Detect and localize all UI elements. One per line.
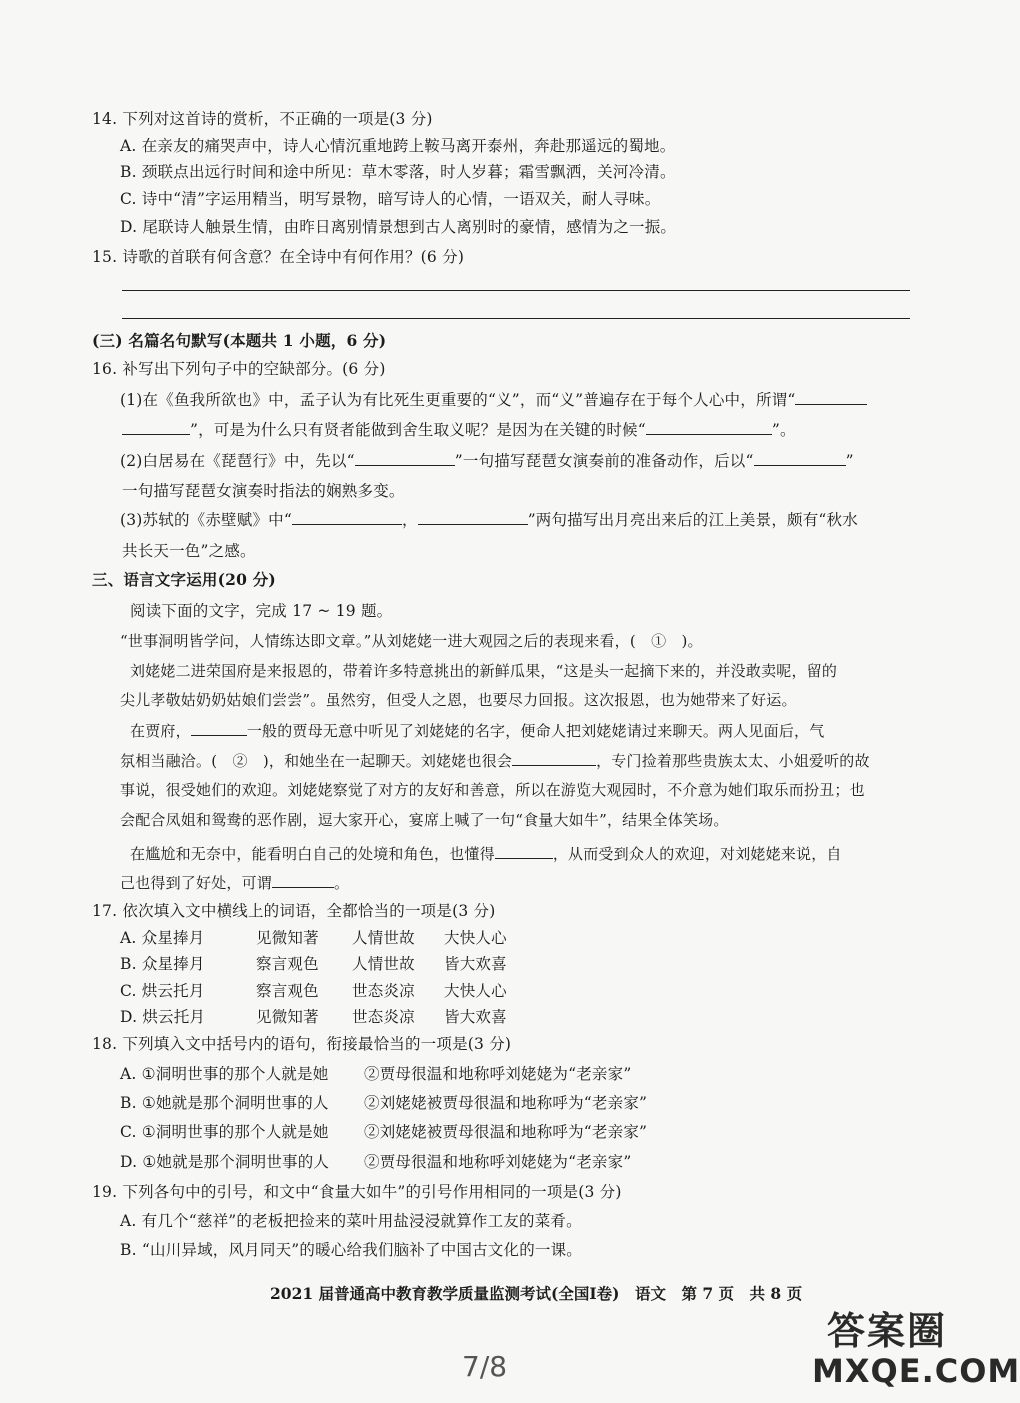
- q17-option-c: [120, 980, 507, 1002]
- q16-part3-line2: 共长天一色”之感。: [122, 542, 256, 560]
- blank: [292, 508, 402, 525]
- passage-para4-line2: [120, 871, 349, 894]
- option-part: D. ①她就是那个洞明世事的人: [120, 1153, 330, 1171]
- q19-stem: 19. 下列各句中的引号，和文中“食量大如牛”的引号作用相同的一项是(3 分): [92, 1183, 622, 1201]
- passage-para2-line2: 尖儿孝敬姑奶奶姑娘们尝尝”。虽然穷，但受人之恩，也要尽力回报。这次报恩，也为她带来了好运。: [120, 691, 797, 709]
- passage-text: 一般的贾母无意中听见了刘姥姥的名字，便命人把刘姥姥请过来聊天。两人见面后，气: [246, 722, 825, 740]
- passage-para3-line1: [130, 719, 824, 742]
- option-part: ②贾母很温和地称呼刘姥姥为“老亲家”: [364, 1153, 632, 1171]
- q19-option-b: B. “山川异域，风月同天”的暖心给我们脑补了中国古文化的一课。: [120, 1241, 582, 1259]
- blank: [122, 418, 190, 435]
- part-heading: 三、语言文字运用(20 分): [92, 570, 276, 589]
- q16-part2-pre: (2)白居易在《琵琶行》中，先以“: [120, 452, 355, 470]
- passage-para1: “世事洞明皆学问，人情练达即文章。”从刘姥姥一进大观园之后的表现来看，( ① )。: [120, 632, 703, 650]
- option-word: 见微知著: [256, 1008, 319, 1026]
- passage-para3-line4: 会配合凤姐和鸳鸯的恶作剧，逗大家开心，宴席上喊了一句“食量大如牛”，结果全体笑场。: [120, 811, 729, 829]
- blank: [355, 449, 455, 466]
- option-word: B. 众星捧月: [120, 955, 205, 973]
- blank: [418, 508, 528, 525]
- q14-option-a: A. 在亲友的痛哭声中，诗人心情沉重地跨上鞍马离开泰州，奔赴那遥远的蜀地。: [120, 137, 676, 155]
- q16-part1-end: ”。: [771, 421, 796, 439]
- q18-stem: 18. 下列填入文中括号内的语句，衔接最恰当的一项是(3 分): [92, 1035, 512, 1053]
- q16-part1-line1: [120, 388, 867, 411]
- option-word: C. 烘云托月: [120, 982, 205, 1000]
- blank: [191, 719, 247, 736]
- q16-part3-comma: ，: [401, 511, 418, 529]
- option-part: B. ①她就是那个洞明世事的人: [120, 1094, 329, 1112]
- q18-option-b: [120, 1092, 647, 1114]
- passage-text: ，专门捡着那些贵族太太、小姐爱听的故: [596, 752, 870, 770]
- reading-intro: 阅读下面的文字，完成 17 ~ 19 题。: [130, 602, 393, 620]
- q14-stem: 14. 下列对这首诗的赏析，不正确的一项是(3 分): [92, 110, 433, 128]
- passage-para3-line3: 事说，很受她们的欢迎。刘姥姥察觉了对方的友好和善意，所以在游览大观园时，不介意为她们取乐而扮丑；也: [120, 781, 865, 799]
- passage-para2-line1: 刘姥姥二进荣国府是来报恩的，带着许多特意挑出的新鲜瓜果，“这是头一起摘下来的，并没敢卖呢，留的: [130, 662, 838, 680]
- answer-line: [122, 290, 910, 291]
- q14-option-b: B. 颈联点出远行时间和途中所见：草木零落，时人岁暮；霜雪飘洒，关河冷清。: [120, 163, 676, 181]
- q17-option-d: [120, 1006, 507, 1028]
- blank: [646, 418, 772, 435]
- option-part: ②刘姥姥被贾母很温和地称呼为“老亲家”: [364, 1094, 648, 1112]
- passage-para3-line2: [120, 749, 870, 772]
- q16-part1-mid: ”，可是为什么只有贤者能做到舍生取义呢？是因为在关键的时候“: [190, 421, 646, 439]
- option-part: C. ①洞明世事的那个人就是她: [120, 1123, 329, 1141]
- option-part: A. ①洞明世事的那个人就是她: [120, 1065, 329, 1083]
- option-word: 人情世故: [352, 955, 415, 973]
- option-word: 大快人心: [444, 982, 507, 1000]
- q16-part1-line2: [122, 418, 796, 441]
- q16-part3-pre: (3)苏轼的《赤壁赋》中“: [120, 511, 292, 529]
- page-footer: 2021 届普通高中教育教学质量监测考试(全国Ⅰ卷) 语文 第 7 页 共 8 页: [270, 1284, 803, 1303]
- option-word: 人情世故: [352, 929, 415, 947]
- watermark-title: 答案圈: [826, 1309, 947, 1353]
- watermark-url: MXQE.COM: [812, 1352, 1020, 1390]
- q18-option-d: [120, 1151, 631, 1173]
- q16-part3-end: ”两句描写出月亮出来后的江上美景，颇有“秋水: [527, 511, 858, 529]
- passage-text: 在贾府，: [130, 722, 191, 740]
- q17-option-b: [120, 953, 507, 975]
- q16-part2-line2: 一句描写琵琶女演奏时指法的娴熟多变。: [122, 482, 405, 500]
- option-word: 见微知著: [256, 929, 319, 947]
- answer-line: [122, 318, 910, 319]
- q18-option-a: [120, 1063, 631, 1085]
- option-word: 世态炎凉: [352, 982, 415, 1000]
- blank: [495, 842, 553, 859]
- q17-stem: 17. 依次填入文中横线上的词语，全都恰当的一项是(3 分): [92, 902, 496, 920]
- option-word: 察言观色: [256, 955, 319, 973]
- passage-text: 。: [334, 874, 350, 892]
- option-word: 皆大欢喜: [444, 1008, 507, 1026]
- blank: [512, 749, 596, 766]
- blank: [754, 449, 846, 466]
- q17-option-a: [120, 927, 507, 949]
- q16-part1-text: (1)在《鱼我所欲也》中，孟子认为有比死生更重要的“义”，而“义”普遍存在于每个人心中，所谓“: [120, 391, 796, 409]
- q16-stem: 16. 补写出下列句子中的空缺部分。(6 分): [92, 360, 386, 378]
- q16-part2-mid: ”一句描写琵琶女演奏前的准备动作，后以“: [454, 452, 754, 470]
- option-word: 世态炎凉: [352, 1008, 415, 1026]
- q16-part2-line1: [120, 449, 854, 472]
- blank: [272, 871, 334, 888]
- passage-text: ，从而受到众人的欢迎，对刘姥姥来说，自: [552, 845, 842, 863]
- q19-option-a: A. 有几个“慈祥”的老板把捡来的菜叶用盐浸浸就算作工友的菜肴。: [120, 1212, 582, 1230]
- option-word: 大快人心: [444, 929, 507, 947]
- q16-part3-line1: [120, 508, 858, 531]
- option-word: A. 众星捧月: [120, 929, 205, 947]
- q16-part2-end: ”: [845, 452, 854, 470]
- option-word: D. 烘云托月: [120, 1008, 206, 1026]
- passage-text: 在尴尬和无奈中，能看明白自己的处境和角色，也懂得: [130, 845, 495, 863]
- option-word: 皆大欢喜: [444, 955, 507, 973]
- page-indicator: 7/8: [462, 1350, 508, 1383]
- section-heading: (三) 名篇名句默写(本题共 1 小题，6 分): [92, 331, 387, 350]
- q14-option-d: D. 尾联诗人触景生情，由昨日离别情景想到古人离别时的豪情，感情为之一振。: [120, 218, 677, 236]
- q18-option-c: [120, 1121, 647, 1143]
- q15-stem: 15. 诗歌的首联有何含意？在全诗中有何作用？(6 分): [92, 248, 465, 266]
- passage-para4-line1: [130, 842, 842, 865]
- blank: [795, 388, 867, 405]
- passage-text: 己也得到了好处，可谓: [120, 874, 273, 892]
- option-part: ②贾母很温和地称呼刘姥姥为“老亲家”: [364, 1065, 632, 1083]
- watermark-logo: [812, 1300, 1020, 1396]
- q14-option-c: C. 诗中“清”字运用精当，明写景物，暗写诗人的心情，一语双关，耐人寻味。: [120, 190, 661, 208]
- option-word: 察言观色: [256, 982, 319, 1000]
- option-part: ②刘姥姥被贾母很温和地称呼为“老亲家”: [364, 1123, 648, 1141]
- passage-text: 氛相当融洽。( ② )，和她坐在一起聊天。刘姥姥也很会: [120, 752, 513, 770]
